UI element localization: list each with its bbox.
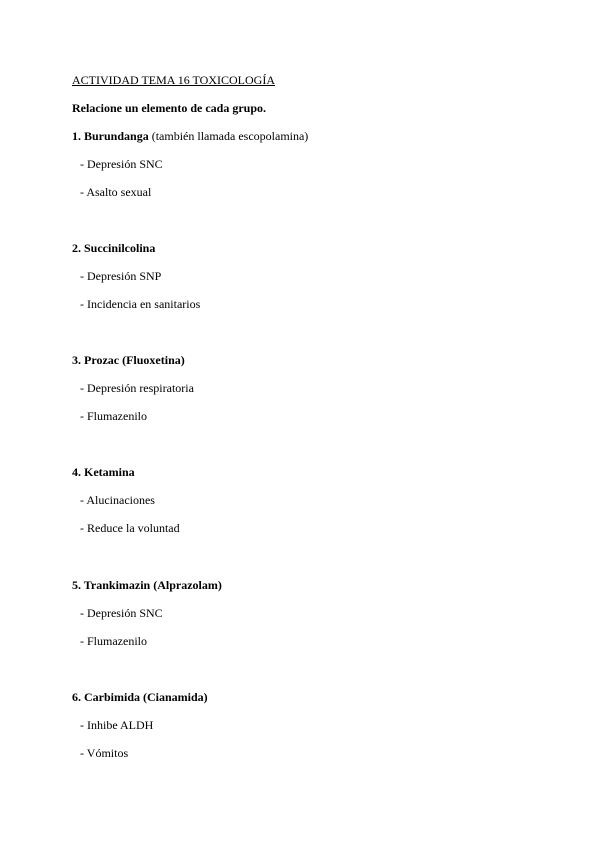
instruction-text: Relacione un elemento de cada grupo. (72, 101, 266, 115)
item-6-heading: 6. Carbimida (Cianamida) (72, 690, 208, 704)
item-2-option-2: - Incidencia en sanitarios (80, 297, 201, 311)
item-5-heading: 5. Trankimazin (Alprazolam) (72, 578, 222, 592)
item-3-option-2: - Flumazenilo (80, 409, 147, 423)
document-title: ACTIVIDAD TEMA 16 TOXICOLOGÍA (72, 73, 275, 87)
item-2-heading: 2. Succinilcolina (72, 241, 156, 255)
item-6-option-1: - Inhibe ALDH (80, 718, 154, 732)
item-1-option-2: - Asalto sexual (80, 185, 152, 199)
item-1-note: (también llamada escopolamina) (148, 129, 309, 143)
item-2-option-1: - Depresión SNP (80, 269, 162, 283)
item-5-option-2: - Flumazenilo (80, 634, 147, 648)
item-4-heading: 4. Ketamina (72, 465, 135, 479)
item-1-option-1: - Depresión SNC (80, 157, 163, 171)
item-5-option-1: - Depresión SNC (80, 606, 163, 620)
item-3-heading: 3. Prozac (Fluoxetina) (72, 353, 185, 367)
item-3-option-1: - Depresión respiratoria (80, 381, 194, 395)
item-1-title (72, 129, 308, 143)
item-4-option-1: - Alucinaciones (80, 493, 155, 507)
item-4-option-2: - Reduce la voluntad (80, 521, 180, 535)
item-1-heading: 1. Burundanga (72, 129, 149, 143)
item-6-option-2: - Vómitos (80, 746, 129, 760)
